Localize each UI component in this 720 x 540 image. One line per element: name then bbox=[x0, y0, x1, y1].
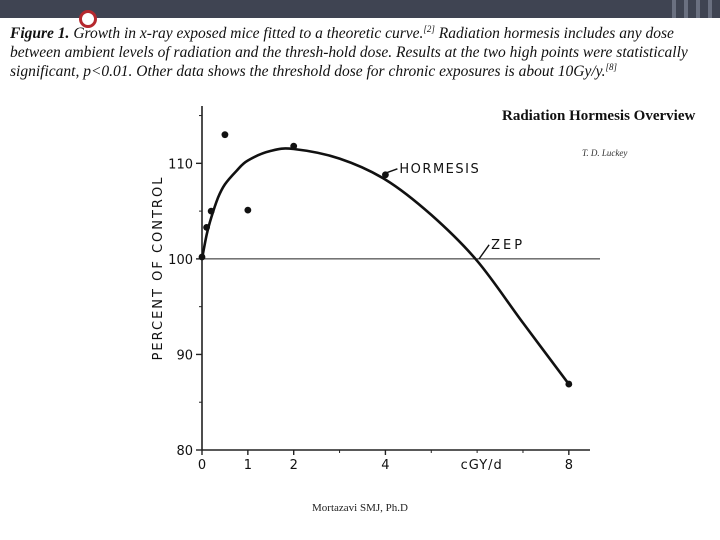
x-tick-label: 1 bbox=[243, 458, 252, 473]
data-point bbox=[244, 207, 251, 214]
slide-footer: Mortazavi SMJ, Ph.D bbox=[312, 502, 408, 514]
y-tick-label: 100 bbox=[168, 252, 193, 268]
figure-caption bbox=[10, 24, 716, 81]
chart-ticks bbox=[168, 116, 573, 473]
x-tick-label: 2 bbox=[289, 458, 298, 473]
data-point bbox=[203, 224, 210, 231]
fitted-curve-group bbox=[202, 148, 569, 384]
top-bar-stripe bbox=[672, 0, 676, 18]
annotation-zep-pointer bbox=[479, 245, 489, 259]
top-bar-stripe bbox=[696, 0, 700, 18]
data-point bbox=[208, 208, 215, 215]
annotation-zep: ZEP bbox=[491, 237, 526, 253]
y-tick-label: 90 bbox=[176, 348, 193, 364]
inset-author: T. D. Luckey bbox=[582, 148, 628, 158]
caption-ref-1: [2] bbox=[423, 23, 435, 34]
chart-labels bbox=[151, 162, 525, 473]
top-bar-stripe bbox=[708, 0, 712, 18]
x-tick-label: 0 bbox=[197, 458, 207, 473]
data-point bbox=[290, 143, 297, 150]
caption-text-2: Radiation hormesis includes any dose between ambient levels of radiation and the thresh-hold dose. Results at the two high points were statistically significant, p<0.01. Other data shows the threshold dose for chronic exposures is about 10Gy/y. bbox=[10, 25, 688, 80]
caption-ref-2: [8] bbox=[605, 61, 618, 72]
data-point bbox=[199, 254, 206, 261]
data-point bbox=[222, 131, 229, 138]
y-tick-label: 110 bbox=[168, 157, 193, 173]
data-point bbox=[565, 381, 572, 388]
slide-top-bar bbox=[0, 0, 720, 18]
caption-text-1: Growth in x-ray exposed mice fitted to a theoretic curve. bbox=[69, 25, 424, 42]
inset-label bbox=[496, 102, 716, 166]
x-tick-label: 8 bbox=[564, 458, 573, 473]
annotation-hormesis: HORMESIS bbox=[399, 161, 481, 177]
top-bar-stripe bbox=[684, 0, 688, 18]
x-tick-label: 4 bbox=[381, 458, 390, 473]
fitted-curve bbox=[202, 148, 569, 384]
annotation-hormesis-pointer bbox=[386, 169, 397, 173]
y-axis-label: PERCENT OF CONTROL bbox=[151, 175, 166, 361]
x-axis-label: cGY/d bbox=[460, 458, 503, 473]
y-tick-label: 80 bbox=[176, 444, 193, 459]
inset-title: Radiation Hormesis Overview bbox=[502, 108, 696, 124]
figure-label: Figure 1. bbox=[10, 25, 70, 42]
